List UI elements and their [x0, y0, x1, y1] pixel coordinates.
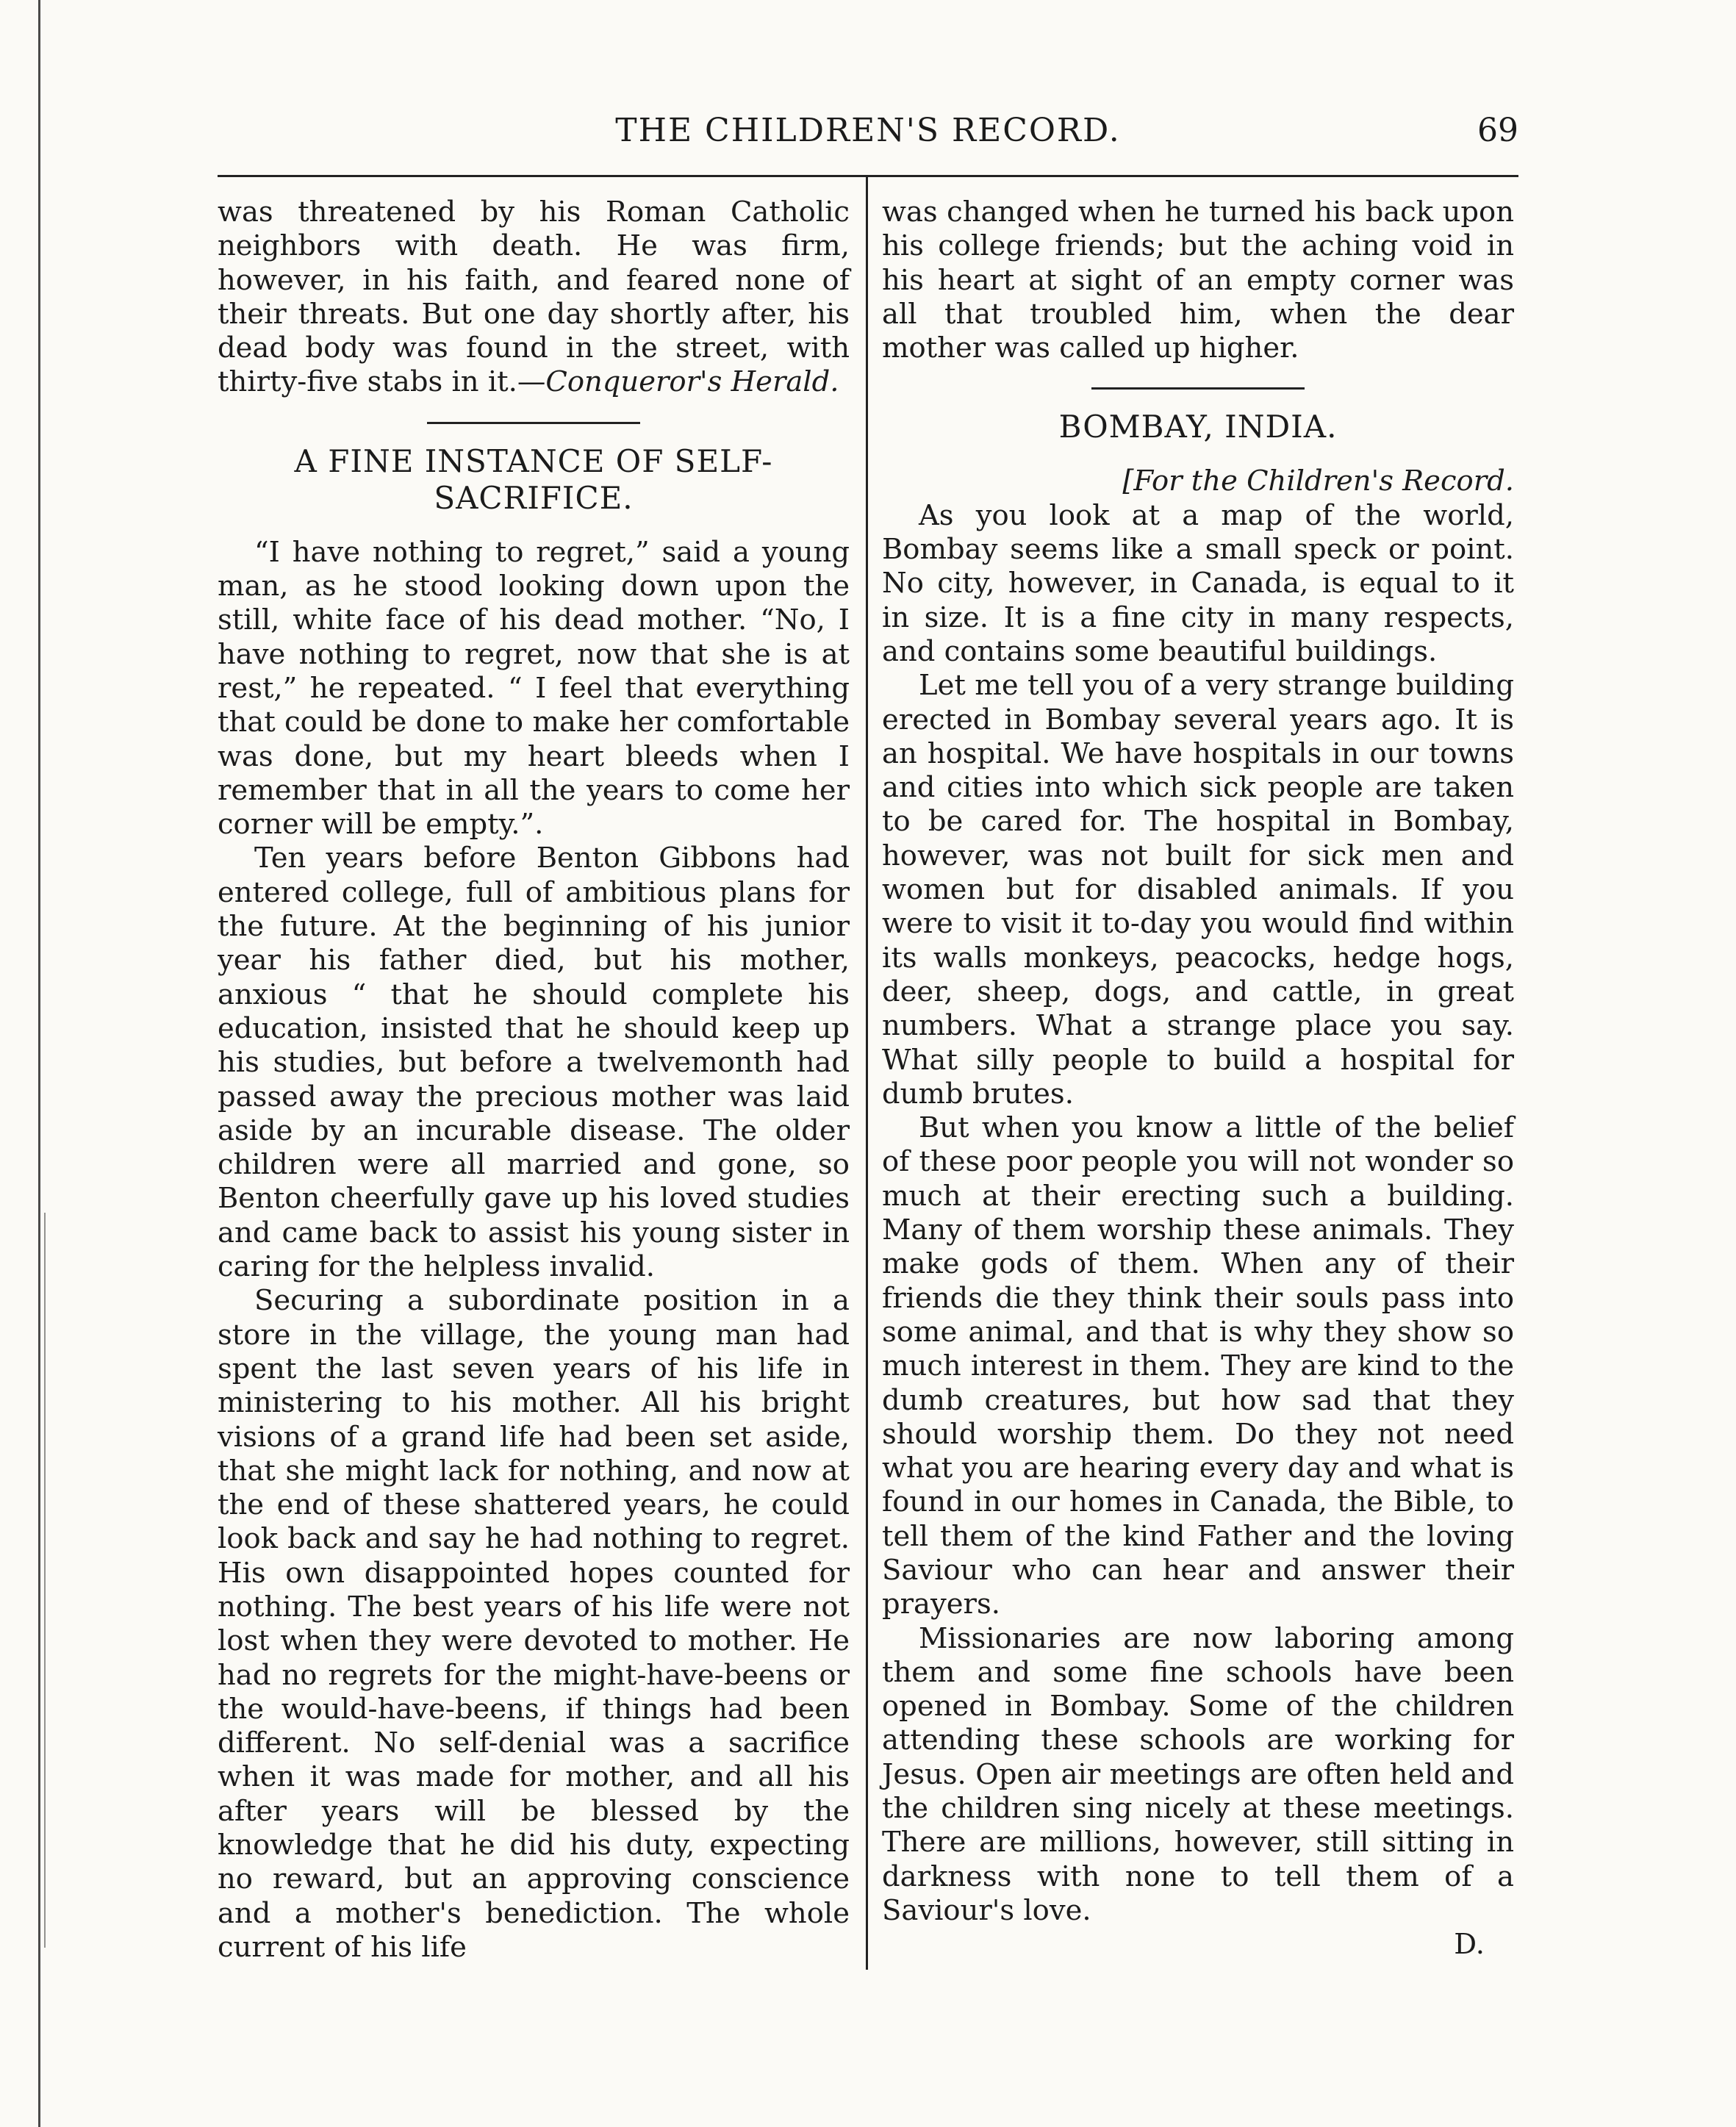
continued-paragraph — [218, 196, 850, 400]
page-edge-mark — [38, 0, 40, 2127]
byline: [For the Children's Record. — [1122, 465, 1514, 498]
article-paragraph: “I have nothing to regret,” said a young man, as he stood looking down upon the still, white face of his dead mother. “No, I have nothing to regret, now that she is at rest,” he repeated. “ I feel that everything that could be done to make her comfortable was done, but my heart bleeds when I remember that in all the years to come her corner will be empty.”. — [218, 535, 850, 842]
page-edge-mark — [44, 1213, 46, 1948]
page-header — [218, 112, 1518, 163]
article-paragraph: Ten years before Benton Gibbons had entered college, full of ambitious plans for the future. At the beginning of his junior year his father died, but his mother, anxious “ that he should complete his education, insisted that he should keep up his studies, but before a twelvemonth had passed away the precious mother was laid aside by an incurable disease. The older children were all married and gone, so Benton cheerfully gave up his loved studies and came back to assist his young sister in caring for the helpless invalid. — [218, 842, 850, 1284]
signature: D. — [1454, 1928, 1485, 1962]
article-divider — [427, 422, 640, 424]
article-paragraph: Missionaries are now laboring among them and some fine schools have been opened in Bombay. Some of the children attending these schools are working for Jesus. Open air meetings are often held and the children sing nicely at these meetings. There are millions, however, still sitting in darkness with none to tell them of a Saviour's love. — [882, 1621, 1514, 1927]
article-title: A FINE INSTANCE OF SELF-SACRIFICE. — [294, 442, 773, 516]
article-paragraph: Let me tell you of a very strange building erected in Bombay several years ago. It is an hospital. We have hospitals in our towns and cities into which sick people are taken to be cared for. The hospital in Bombay, however, was not built for sick men and women but for disabled animals. If you were to visit it to-day you would find within its walls monkeys, peacocks, hedge hogs, deer, sheep, dogs, and cattle, in great numbers. What a strange place you say. What silly people to build a hospital for dumb brutes. — [882, 669, 1514, 1111]
article-title: BOMBAY, INDIA. — [1058, 409, 1338, 445]
article-paragraph: But when you know a little of the belief of these poor people you will not wonder so much at their erecting such a building. Many of them worship these animals. They make gods of them. When any of their friends die they think their souls pass into some animal, and that is why they show so much interest in them. They are kind to the dumb creatures, but how sad that they should worship them. Do they not need what you are hearing every day and what is found in our homes in Canada, the Bible, to tell them of the kind Father and the loving Saviour who can hear and answer their prayers. — [882, 1111, 1514, 1621]
article-paragraph: As you look at a map of the world, Bombay seems like a small speck or point. No city, however, in Canada, is equal to it in size. It is a fine city in many respects, and contains some beautiful buildings. — [882, 498, 1514, 668]
continued-text: was threatened by his Roman Catholic neighbors with death. He was firm, however, in his faith, and feared none of their threats. But one day shortly after, his dead body was found in the street, with thirty-five stabs in it.— — [218, 196, 850, 399]
article-paragraph: Securing a subordinate position in a store in the village, the young man had spent the last seven years of his life in ministering to his mother. All his bright visions of a grand life had been set aside, that she might lack for nothing, and now at the end of these shattered years, he could look back and say he had nothing to regret. His own disappointed hopes counted for nothing. The best years of his life were not lost when they were devoted to mother. He had no regrets for the might-have-beens or the would-have-beens, if things had been different. No self-denial was a sacrifice when it was made for mother, and all his after years will be blessed by the knowledge that he did his duty, expecting no reward, but an approving conscience and a mother's benediction. The whole current of his life — [218, 1284, 850, 1964]
right-column — [882, 196, 1514, 1962]
left-column — [218, 196, 850, 1965]
article-divider — [1091, 387, 1305, 390]
continued-paragraph: was changed when he turned his back upon his college friends; but the aching void in his heart at sight of an empty corner was all that troubled him, when the dear mother was called up higher. — [882, 196, 1514, 365]
header-rule — [218, 175, 1518, 177]
column-rule — [866, 176, 868, 1970]
running-title: THE CHILDREN'S RECORD. — [615, 112, 1121, 149]
source-citation: Conqueror's Herald. — [545, 365, 839, 399]
page-number: 69 — [1477, 112, 1518, 149]
